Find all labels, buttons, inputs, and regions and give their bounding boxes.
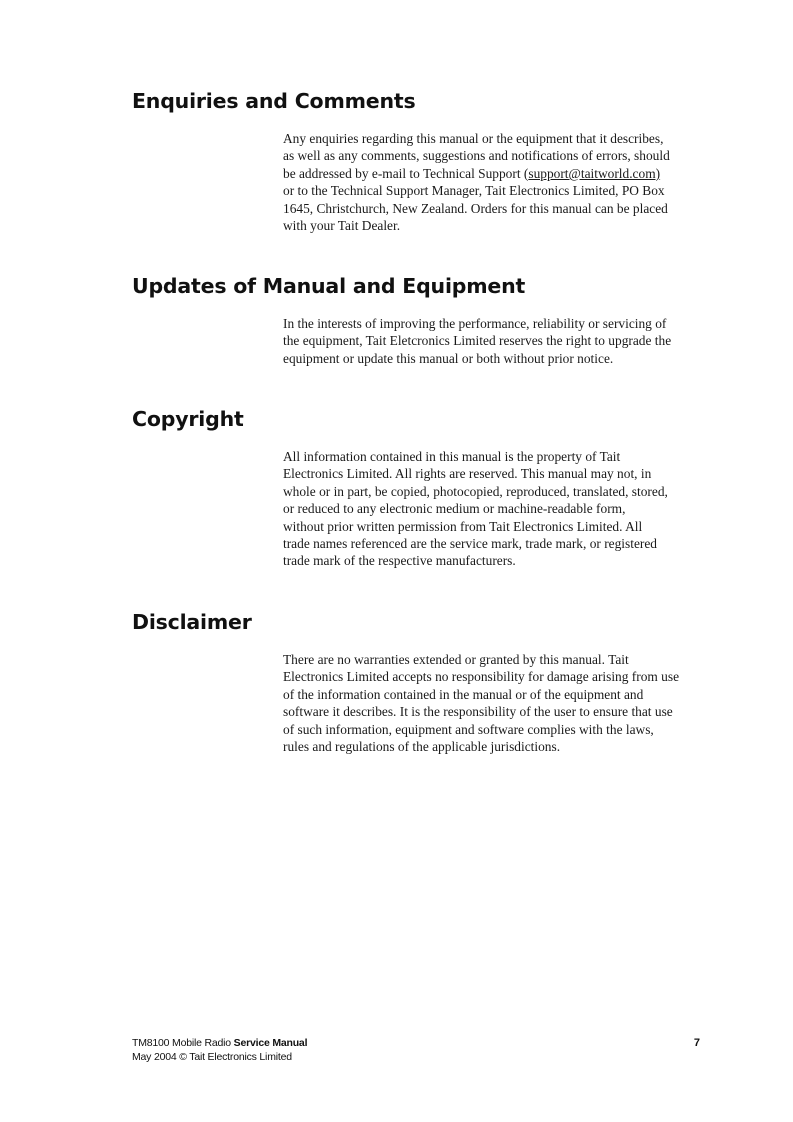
paragraph-line: with your Tait Dealer.: [283, 218, 401, 234]
paragraph-line: Electronics Limited. All rights are reserved. This manual may not, in: [283, 466, 652, 482]
paragraph-line: All information contained in this manual is the property of Tait: [283, 449, 621, 464]
paragraph-line: without prior written permission from Tait Electronics Limited. All: [283, 518, 643, 534]
paragraph-line: as well as any comments, suggestions and notifications of errors, should: [283, 148, 670, 164]
support-email-link[interactable]: support@taitworld.com): [528, 165, 661, 181]
paragraph-disclaimer: [283, 651, 699, 755]
paragraph-updates: [283, 315, 699, 367]
paragraph-line: trade names referenced are the service mark, trade mark, or registered: [283, 536, 657, 552]
paragraph-line: Electronics Limited accepts no responsibility for damage arising from use: [283, 669, 680, 685]
paragraph-line: or to the Technical Support Manager, Tait Electronics Limited, PO Box: [283, 183, 665, 199]
heading-disclaimer: Disclaimer: [132, 610, 252, 634]
paragraph-line: the equipment, Tait Eletcronics Limited reserves the right to upgrade the: [283, 333, 672, 349]
paragraph-enquiries: [283, 130, 699, 234]
paragraph-line: trade mark of the respective manufacturers.: [283, 553, 516, 569]
page-number: 7: [693, 1037, 700, 1049]
paragraph-line: equipment or update this manual or both without prior notice.: [283, 350, 614, 366]
paragraph-line: of the information contained in the manual or of the equipment and: [283, 686, 644, 702]
paragraph-line: whole or in part, be copied, photocopied, reproduced, translated, stored,: [283, 483, 668, 499]
heading-copyright: Copyright: [132, 407, 244, 431]
footer-manual-type: Service Manual: [233, 1037, 308, 1049]
heading-updates-of-manual-and-equipment: Updates of Manual and Equipment: [132, 274, 526, 298]
footer-product: TM8100 Mobile Radio: [132, 1037, 234, 1049]
paragraph-line: or reduced to any electronic medium or machine-readable form,: [283, 501, 626, 517]
paragraph-line: There are no warranties extended or granted by this manual. Tait: [283, 652, 629, 667]
footer-date-copyright: May 2004 © Tait Electronics Limited: [132, 1051, 292, 1063]
paragraph-line: 1645, Christchurch, New Zealand. Orders for this manual can be placed: [283, 200, 668, 216]
paragraph-line: [283, 165, 699, 182]
paragraph-line: In the interests of improving the performance, reliability or servicing of: [283, 316, 667, 331]
paragraph-line: Any enquiries regarding this manual or the equipment that it describes,: [283, 131, 664, 146]
paragraph-copyright: [283, 448, 699, 570]
page-footer: [132, 1036, 307, 1064]
heading-enquiries-and-comments: Enquiries and Comments: [132, 89, 416, 113]
paragraph-line-text: be addressed by e-mail to Technical Support (: [283, 165, 529, 181]
footer-product-line: [132, 1036, 307, 1050]
paragraph-line: of such information, equipment and software complies with the laws,: [283, 721, 654, 737]
paragraph-line: rules and regulations of the applicable jurisdictions.: [283, 739, 561, 755]
paragraph-line: software it describes. It is the responsibility of the user to ensure that use: [283, 704, 673, 720]
